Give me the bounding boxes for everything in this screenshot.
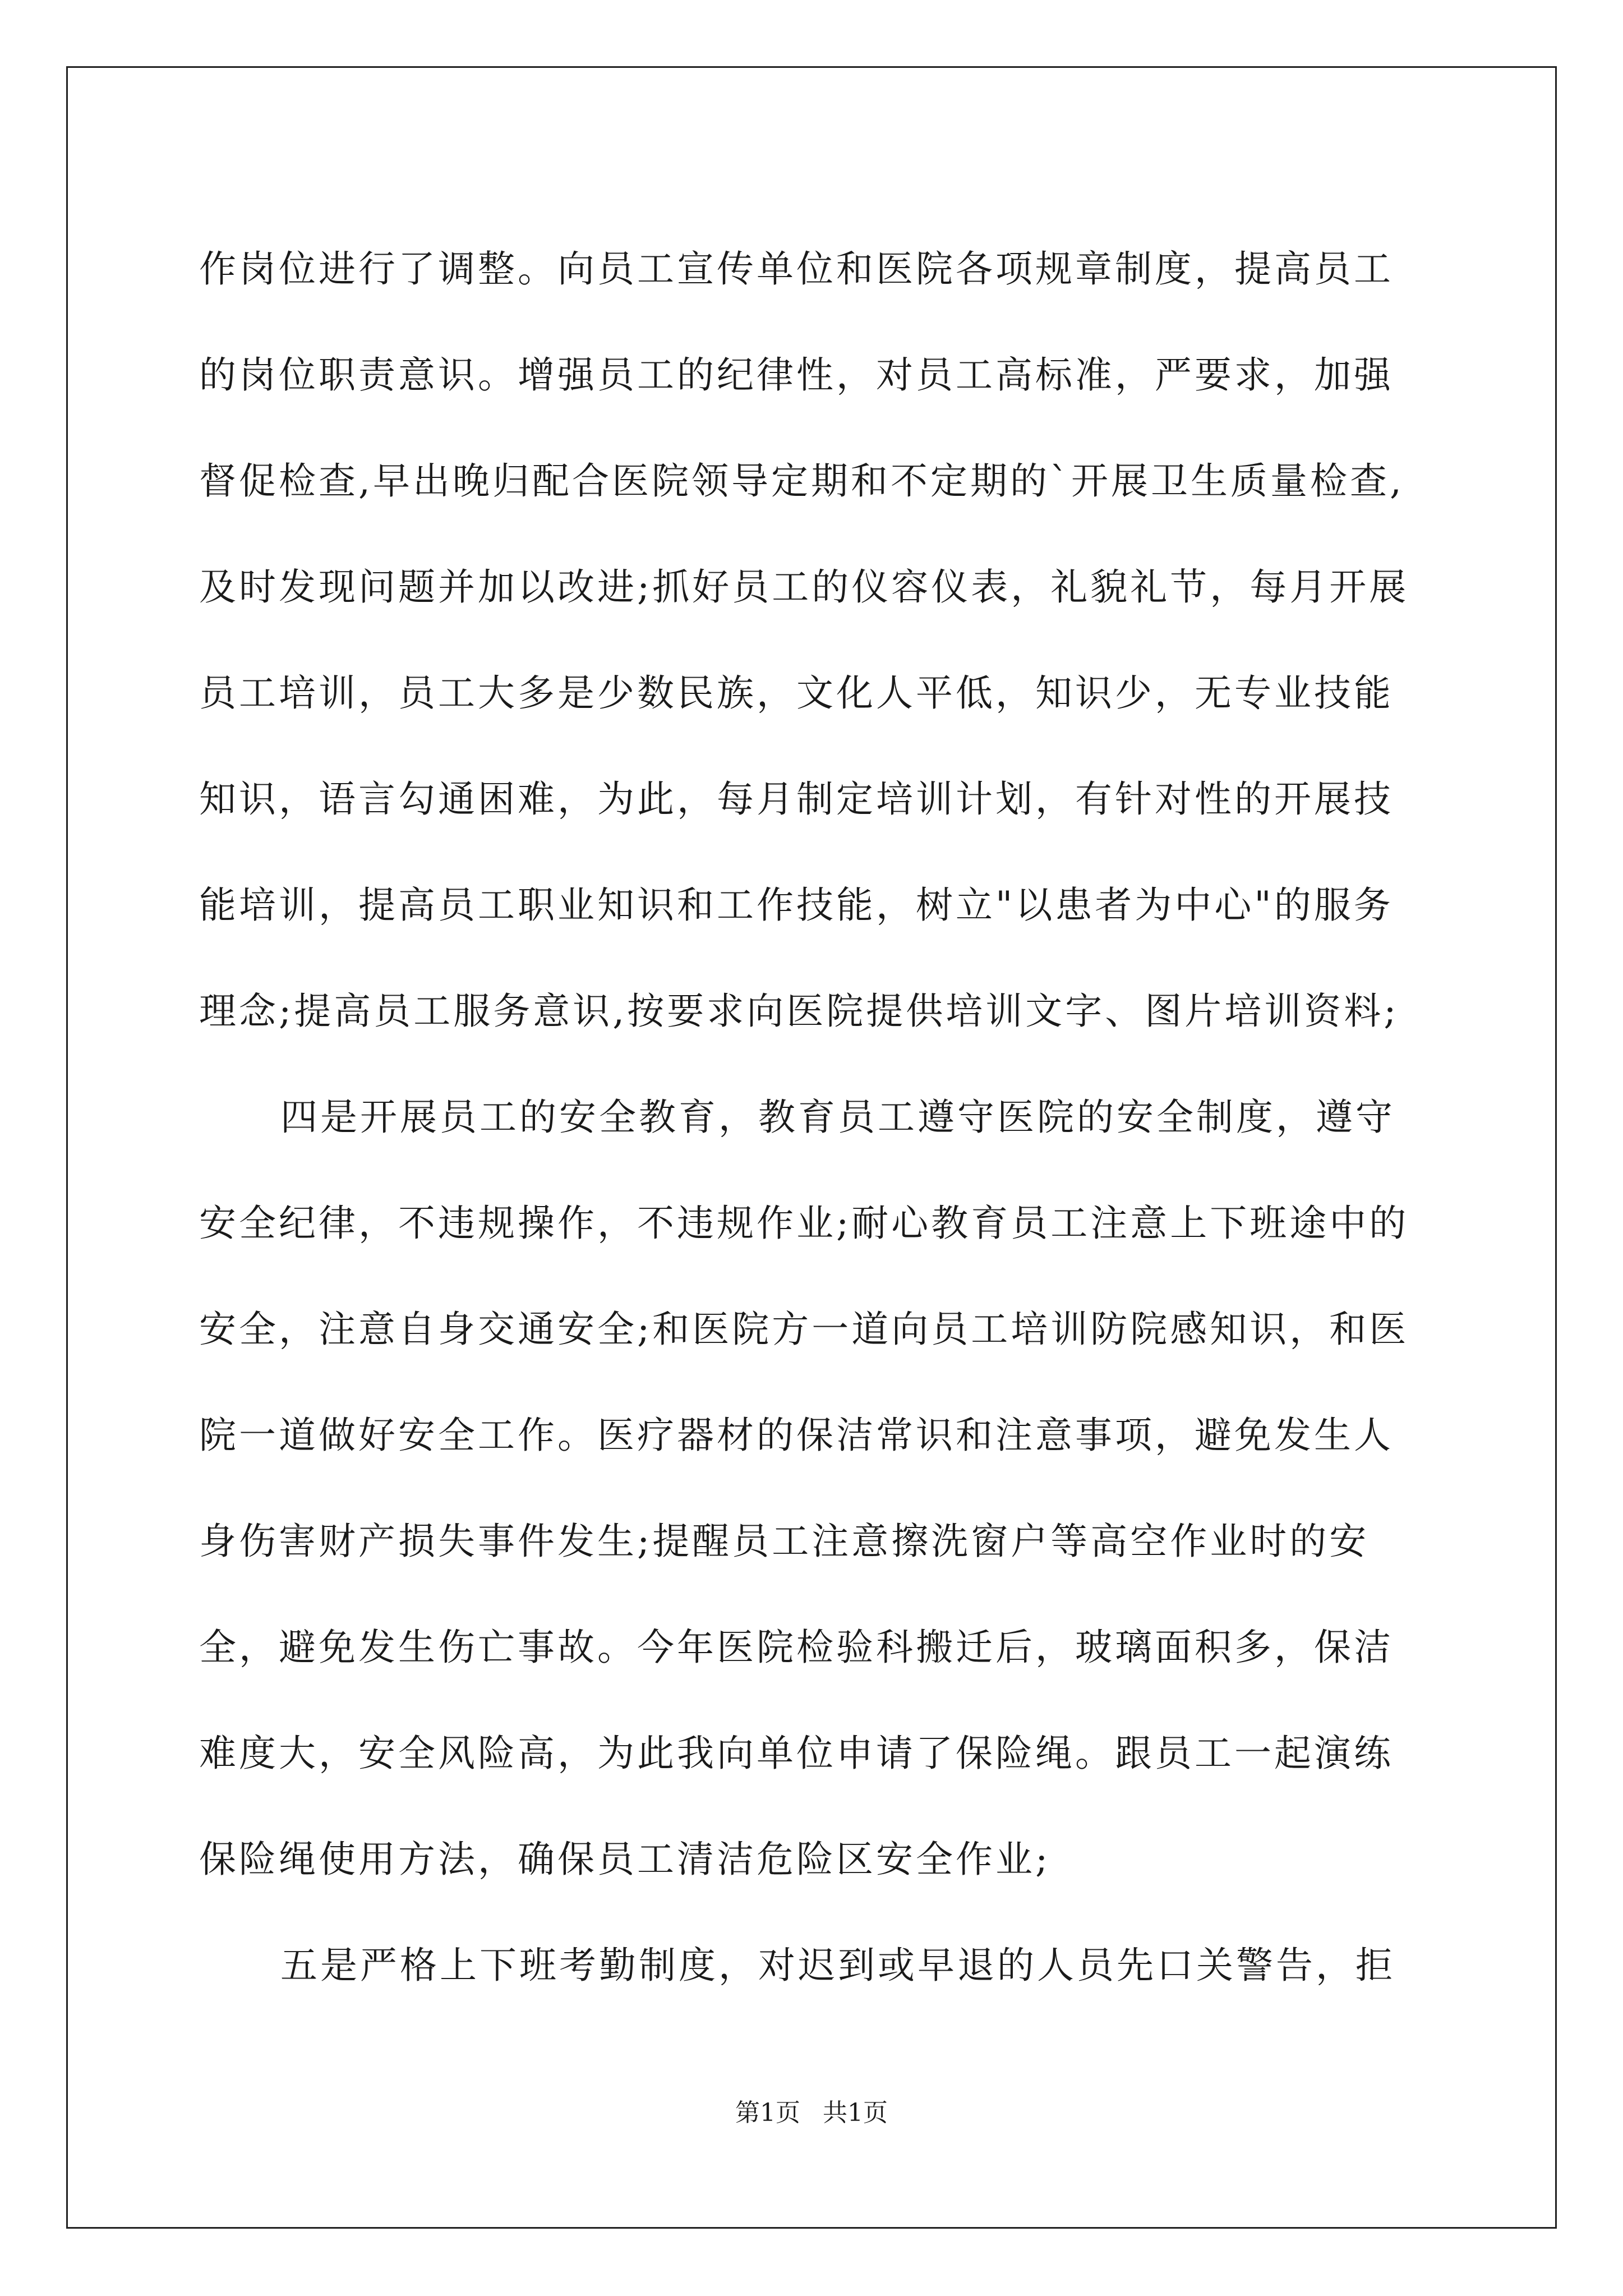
text-line-7: 能培训，提高员工职业知识和工作技能，树立"以患者为中心"的服务	[199, 884, 1394, 927]
text-line-12: 院一道做好安全工作。医疗器材的保洁常识和注意事项，避免发生人	[199, 1414, 1394, 1457]
text-line-6: 知识，语言勾通困难，为此，每月制定培训计划，有针对性的开展技	[199, 777, 1394, 821]
text-line-2: 的岗位职责意识。增强员工的纪律性，对员工高标准，严要求，加强	[199, 353, 1394, 397]
text-line-16: 保险绳使用方法，确保员工清洁危险区安全作业;	[199, 1838, 1051, 1881]
page-number: 第1页	[735, 2099, 800, 2127]
text-line-1: 作岗位进行了调整。向员工宣传单位和医院各项规章制度，提高员工	[199, 247, 1394, 291]
paragraph-four-start: 四是开展员工的安全教育，教育员工遵守医院的安全制度，遵守	[280, 1096, 1395, 1139]
text-line-10: 安全纪律，不违规操作，不违规作业;耐心教育员工注意上下班途中的	[199, 1202, 1409, 1245]
text-line-8: 理念;提高员工服务意识,按要求向医院提供培训文字、图片培训资料;	[199, 990, 1399, 1033]
page-total: 共1页	[823, 2099, 888, 2127]
text-line-4: 及时发现问题并加以改进;抓好员工的仪容仪表，礼貌礼节，每月开展	[199, 565, 1409, 609]
paragraph-five-start: 五是严格上下班考勤制度，对迟到或早退的人员先口关警告，拒	[280, 1944, 1395, 1987]
document-body	[199, 216, 1433, 2018]
text-line-3: 督促检查,早出晚归配合医院领导定期和不定期的`开展卫生质量检查,	[199, 459, 1404, 503]
text-line-15: 难度大，安全风险高，为此我向单位申请了保险绳。跟员工一起演练	[199, 1732, 1394, 1775]
text-line-13: 身伤害财产损失事件发生;提醒员工注意擦洗窗户等高空作业时的安	[199, 1520, 1370, 1563]
text-line-11: 安全，注意自身交通安全;和医院方一道向员工培训防院感知识，和医	[199, 1308, 1409, 1351]
page-footer	[0, 2092, 1623, 2128]
text-line-5: 员工培训，员工大多是少数民族，文化人平低，知识少，无专业技能	[199, 671, 1394, 715]
text-line-14: 全，避免发生伤亡事故。今年医院检验科搬迁后，玻璃面积多，保洁	[199, 1626, 1394, 1669]
